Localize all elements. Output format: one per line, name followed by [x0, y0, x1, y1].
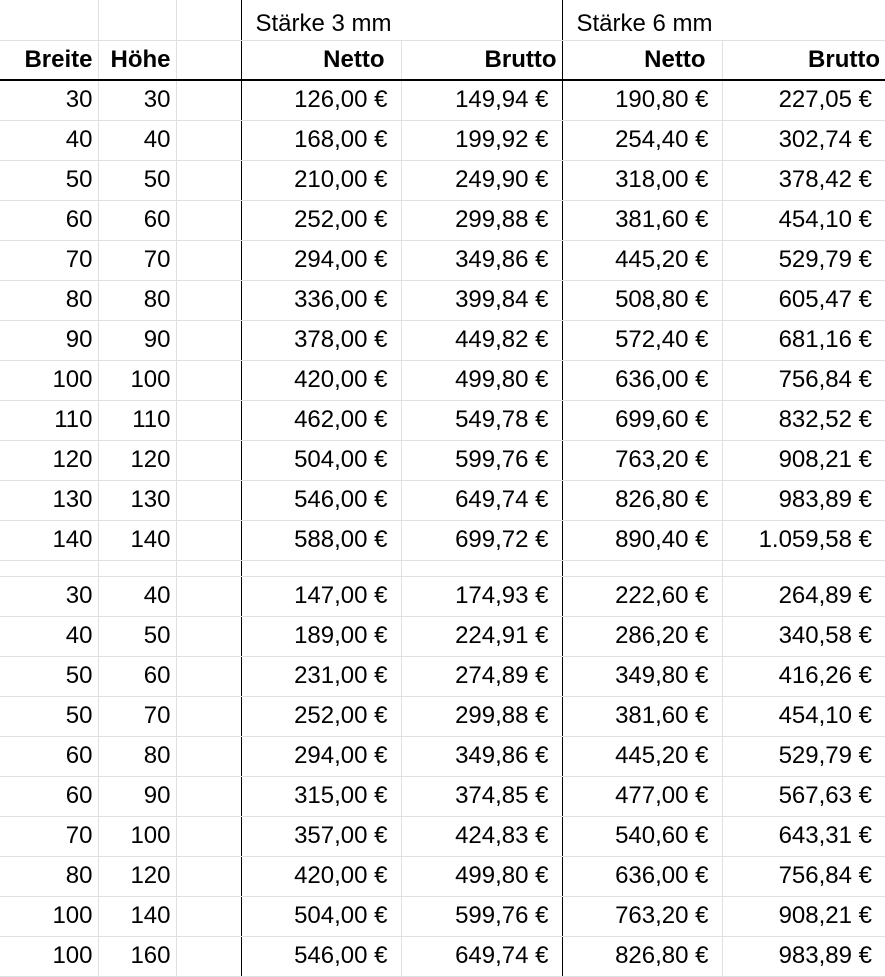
cell-breite[interactable]: 140: [0, 520, 98, 560]
cell-breite[interactable]: 50: [0, 696, 98, 736]
cell-hoehe[interactable]: 100: [98, 360, 176, 400]
cell-netto-6mm[interactable]: 477,00 €: [562, 776, 722, 816]
cell[interactable]: [176, 320, 241, 360]
cell-brutto-6mm[interactable]: 264,89 €: [722, 576, 885, 616]
cell-netto-3mm[interactable]: 210,00 €: [241, 160, 401, 200]
cell-breite[interactable]: 70: [0, 816, 98, 856]
cell-hoehe[interactable]: 50: [98, 616, 176, 656]
cell-brutto-6mm[interactable]: 643,31 €: [722, 816, 885, 856]
header-breite[interactable]: Breite: [0, 40, 98, 80]
cell[interactable]: [176, 160, 241, 200]
cell[interactable]: [722, 560, 885, 576]
cell[interactable]: [176, 400, 241, 440]
header-brutto-3mm[interactable]: Brutto: [401, 40, 562, 80]
cell-netto-6mm[interactable]: 826,80 €: [562, 480, 722, 520]
table-row: [0, 896, 885, 936]
cell-netto-6mm[interactable]: 445,20 €: [562, 240, 722, 280]
cell-breite[interactable]: 80: [0, 280, 98, 320]
cell-brutto-6mm[interactable]: 302,74 €: [722, 120, 885, 160]
table-row: [0, 616, 885, 656]
cell[interactable]: [176, 240, 241, 280]
cell-netto-3mm[interactable]: 252,00 €: [241, 200, 401, 240]
cell-netto-6mm[interactable]: 381,60 €: [562, 696, 722, 736]
header-netto-3mm[interactable]: Netto: [241, 40, 401, 80]
cell-breite[interactable]: 60: [0, 776, 98, 816]
cell[interactable]: [176, 576, 241, 616]
cell-brutto-3mm[interactable]: 499,80 €: [401, 360, 562, 400]
cell-breite[interactable]: 50: [0, 656, 98, 696]
cell[interactable]: [176, 280, 241, 320]
cell-netto-6mm[interactable]: 540,60 €: [562, 816, 722, 856]
cell-breite[interactable]: 40: [0, 120, 98, 160]
cell-breite[interactable]: 50: [0, 160, 98, 200]
cell-brutto-3mm[interactable]: 274,89 €: [401, 656, 562, 696]
cell-brutto-3mm[interactable]: 449,82 €: [401, 320, 562, 360]
cell-netto-6mm[interactable]: 699,60 €: [562, 400, 722, 440]
cell[interactable]: [98, 560, 176, 576]
table-row: [0, 736, 885, 776]
cell-netto-3mm[interactable]: 504,00 €: [241, 440, 401, 480]
cell-brutto-6mm[interactable]: 416,26 €: [722, 656, 885, 696]
cell[interactable]: [176, 816, 241, 856]
cell-netto-6mm[interactable]: 826,80 €: [562, 936, 722, 976]
table-row: [0, 520, 885, 560]
cell-netto-3mm[interactable]: 420,00 €: [241, 856, 401, 896]
cell-hoehe[interactable]: 90: [98, 320, 176, 360]
cell-breite[interactable]: 90: [0, 320, 98, 360]
cell-breite[interactable]: 30: [0, 576, 98, 616]
cell[interactable]: [0, 0, 98, 40]
cell-hoehe[interactable]: 40: [98, 576, 176, 616]
table-row: [0, 320, 885, 360]
cell-brutto-3mm[interactable]: 549,78 €: [401, 400, 562, 440]
cell-hoehe[interactable]: 40: [98, 120, 176, 160]
cell[interactable]: [176, 360, 241, 400]
table-row: [0, 120, 885, 160]
cell-netto-6mm[interactable]: 190,80 €: [562, 80, 722, 120]
table-row: [0, 240, 885, 280]
cell-brutto-6mm[interactable]: 1.059,58 €: [722, 520, 885, 560]
cell-brutto-3mm[interactable]: 699,72 €: [401, 520, 562, 560]
cell-brutto-6mm[interactable]: 832,52 €: [722, 400, 885, 440]
cell-brutto-3mm[interactable]: 424,83 €: [401, 816, 562, 856]
cell-hoehe[interactable]: 120: [98, 856, 176, 896]
cell-brutto-6mm[interactable]: 529,79 €: [722, 240, 885, 280]
cell-netto-6mm[interactable]: 381,60 €: [562, 200, 722, 240]
cell[interactable]: [241, 560, 401, 576]
cell-breite[interactable]: 30: [0, 80, 98, 120]
table-row: [0, 160, 885, 200]
cell[interactable]: [176, 936, 241, 976]
cell-brutto-3mm[interactable]: 499,80 €: [401, 856, 562, 896]
header-netto-6mm[interactable]: Netto: [562, 40, 722, 80]
cell-netto-3mm[interactable]: 168,00 €: [241, 120, 401, 160]
cell[interactable]: [176, 80, 241, 120]
cell-netto-3mm[interactable]: 420,00 €: [241, 360, 401, 400]
cell-brutto-3mm[interactable]: 299,88 €: [401, 696, 562, 736]
cell-netto-3mm[interactable]: 357,00 €: [241, 816, 401, 856]
cell-netto-6mm[interactable]: 445,20 €: [562, 736, 722, 776]
table-row: [0, 440, 885, 480]
cell-netto-3mm[interactable]: 294,00 €: [241, 736, 401, 776]
cell-netto-3mm[interactable]: 315,00 €: [241, 776, 401, 816]
table-row: [0, 936, 885, 976]
header-brutto-6mm[interactable]: Brutto: [722, 40, 885, 80]
cell-hoehe[interactable]: 140: [98, 896, 176, 936]
cell[interactable]: [401, 560, 562, 576]
cell-hoehe[interactable]: 70: [98, 240, 176, 280]
cell-brutto-3mm[interactable]: 199,92 €: [401, 120, 562, 160]
table-row: [0, 200, 885, 240]
cell-brutto-3mm[interactable]: 149,94 €: [401, 80, 562, 120]
cell-netto-3mm[interactable]: 462,00 €: [241, 400, 401, 440]
cell-brutto-3mm[interactable]: 224,91 €: [401, 616, 562, 656]
cell-hoehe[interactable]: 80: [98, 736, 176, 776]
cell-brutto-6mm[interactable]: 605,47 €: [722, 280, 885, 320]
cell[interactable]: [176, 520, 241, 560]
cell[interactable]: [562, 560, 722, 576]
cell-brutto-3mm[interactable]: 599,76 €: [401, 896, 562, 936]
cell-brutto-3mm[interactable]: 249,90 €: [401, 160, 562, 200]
cell-brutto-6mm[interactable]: 454,10 €: [722, 696, 885, 736]
cell-netto-3mm[interactable]: 231,00 €: [241, 656, 401, 696]
cell-netto-3mm[interactable]: 378,00 €: [241, 320, 401, 360]
cell-hoehe[interactable]: 60: [98, 200, 176, 240]
cell[interactable]: [176, 40, 241, 80]
cell-breite[interactable]: 60: [0, 200, 98, 240]
cell-brutto-6mm[interactable]: 756,84 €: [722, 360, 885, 400]
group-label-staerke-3mm[interactable]: Stärke 3 mm: [241, 0, 562, 40]
cell-brutto-6mm[interactable]: 681,16 €: [722, 320, 885, 360]
table-row: [0, 280, 885, 320]
cell-netto-6mm[interactable]: 222,60 €: [562, 576, 722, 616]
cell-hoehe[interactable]: 50: [98, 160, 176, 200]
cell-hoehe[interactable]: 30: [98, 80, 176, 120]
table-row: [0, 576, 885, 616]
cell-brutto-6mm[interactable]: 454,10 €: [722, 200, 885, 240]
cell-netto-6mm[interactable]: 349,80 €: [562, 656, 722, 696]
cell-breite[interactable]: 100: [0, 936, 98, 976]
column-header-row: [0, 40, 885, 80]
cell-netto-6mm[interactable]: 254,40 €: [562, 120, 722, 160]
cell[interactable]: [0, 560, 98, 576]
cell-breite[interactable]: 40: [0, 616, 98, 656]
cell[interactable]: [176, 560, 241, 576]
cell-breite[interactable]: 100: [0, 896, 98, 936]
cell[interactable]: [176, 696, 241, 736]
cell[interactable]: [98, 0, 176, 40]
cell-brutto-6mm[interactable]: 378,42 €: [722, 160, 885, 200]
cell[interactable]: [176, 616, 241, 656]
cell-netto-3mm[interactable]: 294,00 €: [241, 240, 401, 280]
cell-brutto-3mm[interactable]: 374,85 €: [401, 776, 562, 816]
cell-brutto-6mm[interactable]: 529,79 €: [722, 736, 885, 776]
cell[interactable]: [176, 736, 241, 776]
header-hoehe[interactable]: Höhe: [98, 40, 176, 80]
cell-netto-3mm[interactable]: 252,00 €: [241, 696, 401, 736]
cell[interactable]: [176, 200, 241, 240]
cell-breite[interactable]: 100: [0, 360, 98, 400]
cell-brutto-6mm[interactable]: 227,05 €: [722, 80, 885, 120]
cell-breite[interactable]: 60: [0, 736, 98, 776]
group-header-row: [0, 0, 885, 40]
cell-hoehe[interactable]: 160: [98, 936, 176, 976]
cell[interactable]: [176, 120, 241, 160]
cell-netto-6mm[interactable]: 318,00 €: [562, 160, 722, 200]
cell-netto-6mm[interactable]: 763,20 €: [562, 896, 722, 936]
table-row: [0, 400, 885, 440]
table-row: [0, 360, 885, 400]
cell-netto-3mm[interactable]: 126,00 €: [241, 80, 401, 120]
cell-brutto-3mm[interactable]: 349,86 €: [401, 240, 562, 280]
cell-netto-6mm[interactable]: 636,00 €: [562, 856, 722, 896]
cell-brutto-3mm[interactable]: 649,74 €: [401, 480, 562, 520]
cell-netto-3mm[interactable]: 546,00 €: [241, 936, 401, 976]
cell-netto-3mm[interactable]: 189,00 €: [241, 616, 401, 656]
table-row: [0, 856, 885, 896]
cell[interactable]: [176, 656, 241, 696]
cell-brutto-3mm[interactable]: 299,88 €: [401, 200, 562, 240]
cell[interactable]: [176, 0, 241, 40]
cell-brutto-3mm[interactable]: 599,76 €: [401, 440, 562, 480]
cell[interactable]: [176, 440, 241, 480]
cell-brutto-3mm[interactable]: 399,84 €: [401, 280, 562, 320]
cell-netto-6mm[interactable]: 572,40 €: [562, 320, 722, 360]
cell-netto-6mm[interactable]: 286,20 €: [562, 616, 722, 656]
cell-hoehe[interactable]: 100: [98, 816, 176, 856]
cell-hoehe[interactable]: 80: [98, 280, 176, 320]
cell-brutto-6mm[interactable]: 756,84 €: [722, 856, 885, 896]
cell-netto-3mm[interactable]: 504,00 €: [241, 896, 401, 936]
cell-hoehe[interactable]: 140: [98, 520, 176, 560]
cell-brutto-6mm[interactable]: 908,21 €: [722, 896, 885, 936]
cell-brutto-6mm[interactable]: 908,21 €: [722, 440, 885, 480]
cell-brutto-3mm[interactable]: 649,74 €: [401, 936, 562, 976]
separator-row: [0, 560, 885, 576]
cell-hoehe[interactable]: 90: [98, 776, 176, 816]
cell-brutto-6mm[interactable]: 567,63 €: [722, 776, 885, 816]
table-row: [0, 776, 885, 816]
cell-hoehe[interactable]: 60: [98, 656, 176, 696]
cell-netto-3mm[interactable]: 147,00 €: [241, 576, 401, 616]
cell-netto-6mm[interactable]: 508,80 €: [562, 280, 722, 320]
cell-breite[interactable]: 130: [0, 480, 98, 520]
cell-brutto-6mm[interactable]: 340,58 €: [722, 616, 885, 656]
cell[interactable]: [176, 896, 241, 936]
table-row: [0, 816, 885, 856]
cell-breite[interactable]: 70: [0, 240, 98, 280]
cell-brutto-6mm[interactable]: 983,89 €: [722, 936, 885, 976]
cell-breite[interactable]: 80: [0, 856, 98, 896]
cell-brutto-3mm[interactable]: 174,93 €: [401, 576, 562, 616]
cell-brutto-3mm[interactable]: 349,86 €: [401, 736, 562, 776]
cell[interactable]: [176, 856, 241, 896]
cell-netto-6mm[interactable]: 763,20 €: [562, 440, 722, 480]
cell-netto-3mm[interactable]: 546,00 €: [241, 480, 401, 520]
group-label-staerke-6mm[interactable]: Stärke 6 mm: [562, 0, 885, 40]
cell-breite[interactable]: 110: [0, 400, 98, 440]
cell-hoehe[interactable]: 130: [98, 480, 176, 520]
cell-brutto-6mm[interactable]: 983,89 €: [722, 480, 885, 520]
cell[interactable]: [176, 776, 241, 816]
cell-netto-3mm[interactable]: 588,00 €: [241, 520, 401, 560]
cell[interactable]: [176, 480, 241, 520]
cell-netto-6mm[interactable]: 890,40 €: [562, 520, 722, 560]
cell-hoehe[interactable]: 70: [98, 696, 176, 736]
cell-netto-6mm[interactable]: 636,00 €: [562, 360, 722, 400]
cell-hoehe[interactable]: 120: [98, 440, 176, 480]
cell-netto-3mm[interactable]: 336,00 €: [241, 280, 401, 320]
table-row: [0, 656, 885, 696]
cell-hoehe[interactable]: 110: [98, 400, 176, 440]
table-row: [0, 80, 885, 120]
table-row: [0, 696, 885, 736]
cell-breite[interactable]: 120: [0, 440, 98, 480]
table-row: [0, 480, 885, 520]
